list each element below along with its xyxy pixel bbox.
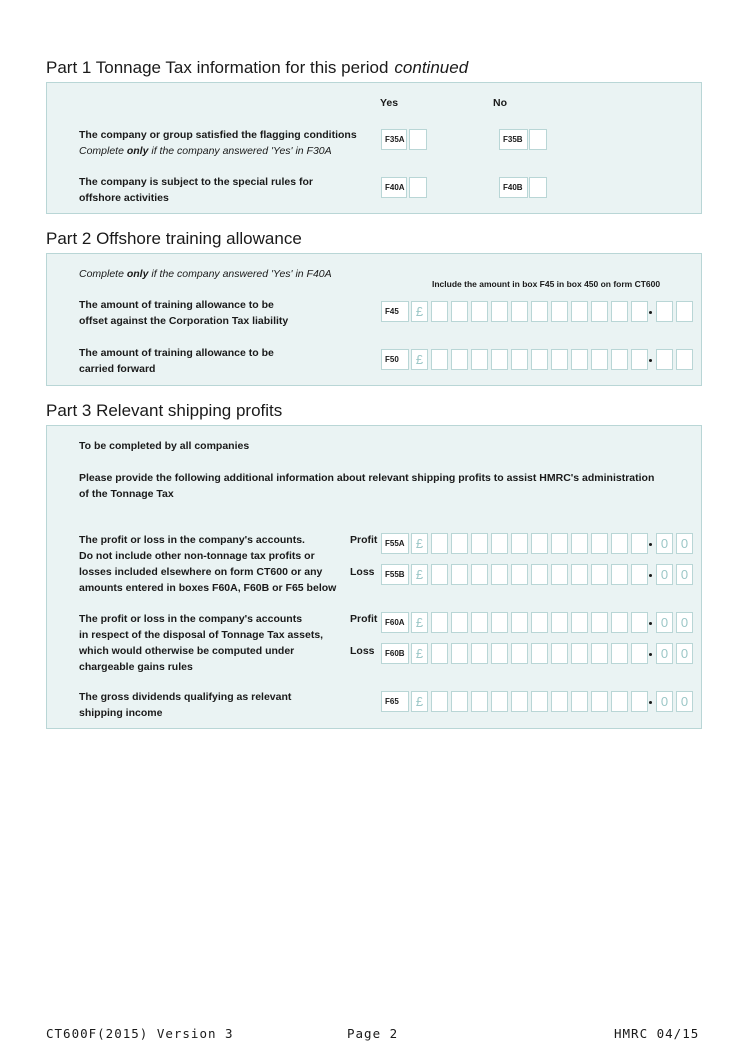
digit-cell[interactable] — [571, 564, 588, 585]
f60a-amount-field[interactable] — [411, 612, 651, 633]
offshore-label-line1: The company is subject to the special rules for — [79, 176, 313, 188]
f55-label-line4: amounts entered in boxes F60A, F60B or F65 below — [79, 582, 337, 594]
f60a-profit-label: Profit — [350, 613, 378, 625]
pence-cell[interactable] — [656, 349, 673, 370]
pence-cell[interactable] — [676, 349, 693, 370]
digit-cell[interactable] — [591, 612, 608, 633]
digit-cell[interactable] — [531, 612, 548, 633]
pound-sign: £ — [415, 646, 424, 661]
flagging-note-pre: Complete — [79, 145, 127, 157]
digit-cell[interactable] — [451, 533, 468, 554]
f35b-checkbox[interactable] — [529, 129, 547, 150]
digit-cell[interactable] — [631, 691, 648, 712]
digit-cell[interactable] — [631, 533, 648, 554]
digit-cell[interactable] — [451, 564, 468, 585]
f60-label-line1: The profit or loss in the company's accounts — [79, 613, 303, 625]
digit-cell[interactable] — [431, 643, 448, 664]
f55a-pence-field — [656, 533, 696, 554]
flagging-label: The company or group satisfied the flagging conditions — [79, 129, 357, 141]
currency-cell — [411, 533, 428, 554]
box-f65-label: F65 — [381, 691, 409, 712]
f35a-checkbox[interactable] — [409, 129, 427, 150]
box-f40a-label: F40A — [381, 177, 407, 198]
digit-cell[interactable] — [431, 349, 448, 370]
digit-cell[interactable] — [471, 612, 488, 633]
part2-note-only: only — [126, 268, 149, 280]
digit-cell[interactable] — [531, 533, 548, 554]
f65-pence-field — [656, 691, 696, 712]
f60a-pence-field — [656, 612, 696, 633]
digit-cell[interactable] — [531, 564, 548, 585]
digit-cell[interactable] — [611, 349, 628, 370]
digit-cell[interactable] — [471, 691, 488, 712]
pence-cell[interactable] — [656, 301, 673, 322]
digit-cell[interactable] — [591, 533, 608, 554]
digit-cell[interactable] — [471, 301, 488, 322]
digit-cell[interactable] — [611, 691, 628, 712]
no-header: No — [493, 97, 507, 109]
digit-cell[interactable] — [571, 691, 588, 712]
part1-title-continued: continued — [394, 58, 469, 77]
box-f60b-label: F60B — [381, 643, 409, 664]
digit-cell[interactable] — [551, 691, 568, 712]
part1-panel — [46, 82, 702, 214]
pence-cell: 0 — [676, 533, 693, 554]
digit-cell[interactable] — [511, 301, 528, 322]
pound-sign: £ — [415, 304, 424, 319]
box-f55b-label: F55B — [381, 564, 409, 585]
currency-cell — [411, 691, 428, 712]
digit-cell[interactable] — [431, 301, 448, 322]
part3-info-line1: Please provide the following additional information about relevant shipping profits to assist HMRC's administration — [79, 472, 655, 484]
f55b-amount-field[interactable] — [411, 564, 651, 585]
f55b-pence-field — [656, 564, 696, 585]
f65-amount-field[interactable] — [411, 691, 651, 712]
pound-sign: £ — [415, 567, 424, 582]
decimal-point — [649, 574, 652, 577]
pound-sign: £ — [415, 694, 424, 709]
currency-cell — [411, 349, 428, 370]
f50-pence-field[interactable] — [656, 349, 696, 370]
pound-sign: £ — [415, 615, 424, 630]
decimal-point — [649, 359, 652, 362]
digit-cell[interactable] — [551, 612, 568, 633]
part2-panel — [46, 253, 702, 386]
pence-cell: 0 — [656, 533, 673, 554]
currency-cell — [411, 612, 428, 633]
f50-label-line1: The amount of training allowance to be — [79, 347, 274, 359]
digit-cell[interactable] — [511, 533, 528, 554]
flagging-note-post: if the company answered 'Yes' in F30A — [148, 145, 332, 157]
digit-cell[interactable] — [471, 564, 488, 585]
digit-cell[interactable] — [591, 349, 608, 370]
currency-cell — [411, 643, 428, 664]
pence-cell: 0 — [676, 643, 693, 664]
digit-cell[interactable] — [511, 643, 528, 664]
digit-cell[interactable] — [551, 301, 568, 322]
pence-cell: 0 — [676, 564, 693, 585]
digit-cell[interactable] — [571, 643, 588, 664]
pence-cell: 0 — [676, 691, 693, 712]
digit-cell[interactable] — [551, 533, 568, 554]
digit-cell[interactable] — [631, 349, 648, 370]
f40a-checkbox[interactable] — [409, 177, 427, 198]
f60b-loss-label: Loss — [350, 645, 375, 657]
digit-cell[interactable] — [571, 349, 588, 370]
part1-title — [46, 58, 468, 78]
decimal-point — [649, 622, 652, 625]
f45-label-line2: offset against the Corporation Tax liability — [79, 315, 289, 327]
digit-cell[interactable] — [631, 643, 648, 664]
include-note: Include the amount in box F45 in box 450 on form CT600 — [432, 279, 661, 289]
digit-cell[interactable] — [611, 612, 628, 633]
f50-amount-field[interactable] — [411, 349, 651, 370]
digit-cell[interactable] — [571, 301, 588, 322]
digit-cell[interactable] — [631, 612, 648, 633]
digit-cell[interactable] — [471, 349, 488, 370]
f55-label-line3: losses included elsewhere on form CT600 or any — [79, 566, 323, 578]
f55-label-line1: The profit or loss in the company's accounts. — [79, 534, 305, 546]
digit-cell[interactable] — [491, 643, 508, 664]
digit-cell[interactable] — [451, 612, 468, 633]
digit-cell[interactable] — [551, 643, 568, 664]
box-f50-label: F50 — [381, 349, 409, 370]
f45-pence-field[interactable] — [656, 301, 696, 322]
part3-title: Part 3 Relevant shipping profits — [46, 401, 283, 420]
part3-intro: To be completed by all companies — [79, 440, 250, 452]
digit-cell[interactable] — [611, 301, 628, 322]
digit-cell[interactable] — [431, 612, 448, 633]
decimal-point — [649, 701, 652, 704]
digit-cell[interactable] — [451, 691, 468, 712]
yes-header: Yes — [380, 97, 399, 109]
box-f45-label: F45 — [381, 301, 409, 322]
part2-note-pre: Complete — [79, 268, 127, 280]
digit-cell[interactable] — [551, 564, 568, 585]
pence-cell[interactable] — [676, 301, 693, 322]
f60-label-line4: chargeable gains rules — [79, 661, 193, 673]
currency-cell — [411, 564, 428, 585]
f60-label-line3: which would otherwise be computed under — [79, 645, 295, 657]
box-f35a-label: F35A — [381, 129, 407, 150]
part3-panel — [46, 425, 702, 729]
digit-cell[interactable] — [491, 691, 508, 712]
footer-page-number: Page 2 — [347, 1026, 399, 1041]
f50-label-line2: carried forward — [79, 363, 156, 375]
part2-note-post: if the company answered 'Yes' in F40A — [148, 268, 332, 280]
box-f40b-label: F40B — [499, 177, 528, 198]
f65-label-line1: The gross dividends qualifying as relevant — [79, 691, 292, 703]
digit-cell[interactable] — [491, 612, 508, 633]
f45-label-line1: The amount of training allowance to be — [79, 299, 274, 311]
pence-cell: 0 — [676, 612, 693, 633]
box-f60a-label: F60A — [381, 612, 409, 633]
pound-sign: £ — [415, 352, 424, 367]
f60-label-line2: in respect of the disposal of Tonnage Tax assets, — [79, 629, 324, 641]
digit-cell[interactable] — [491, 564, 508, 585]
digit-cell[interactable] — [451, 643, 468, 664]
digit-cell[interactable] — [531, 301, 548, 322]
digit-cell[interactable] — [611, 643, 628, 664]
digit-cell[interactable] — [611, 533, 628, 554]
digit-cell[interactable] — [491, 301, 508, 322]
digit-cell[interactable] — [531, 691, 548, 712]
f60b-amount-field[interactable] — [411, 643, 651, 664]
part2-note — [79, 266, 332, 282]
f55b-loss-label: Loss — [350, 566, 375, 578]
digit-cell[interactable] — [531, 349, 548, 370]
digit-cell[interactable] — [591, 564, 608, 585]
part3-info-line2: of the Tonnage Tax — [79, 488, 174, 500]
digit-cell[interactable] — [431, 533, 448, 554]
f55-label-line2: Do not include other non-tonnage tax profits or — [79, 550, 315, 562]
f65-label-line2: shipping income — [79, 707, 163, 719]
digit-cell[interactable] — [571, 612, 588, 633]
f60b-pence-field — [656, 643, 696, 664]
digit-cell[interactable] — [491, 349, 508, 370]
part1-title-text: Part 1 Tonnage Tax information for this period — [46, 58, 389, 77]
footer-form-version: CT600F(2015) Version 3 — [46, 1026, 234, 1041]
f40b-checkbox[interactable] — [529, 177, 547, 198]
digit-cell[interactable] — [611, 564, 628, 585]
digit-cell[interactable] — [471, 643, 488, 664]
digit-cell[interactable] — [491, 533, 508, 554]
f55a-amount-field[interactable] — [411, 533, 651, 554]
digit-cell[interactable] — [571, 533, 588, 554]
digit-cell[interactable] — [511, 349, 528, 370]
flagging-note-only: only — [126, 145, 149, 157]
pence-cell: 0 — [656, 564, 673, 585]
footer-hmrc-ref: HMRC 04/15 — [614, 1026, 700, 1041]
digit-cell[interactable] — [531, 643, 548, 664]
digit-cell[interactable] — [591, 643, 608, 664]
box-f55a-label: F55A — [381, 533, 409, 554]
pence-cell: 0 — [656, 691, 673, 712]
digit-cell[interactable] — [511, 612, 528, 633]
digit-cell[interactable] — [631, 564, 648, 585]
digit-cell[interactable] — [551, 349, 568, 370]
digit-cell[interactable] — [451, 349, 468, 370]
digit-cell[interactable] — [591, 691, 608, 712]
digit-cell[interactable] — [431, 564, 448, 585]
flagging-note — [79, 143, 332, 159]
box-f35b-label: F35B — [499, 129, 528, 150]
pence-cell: 0 — [656, 643, 673, 664]
offshore-label-line2: offshore activities — [79, 192, 169, 204]
digit-cell[interactable] — [511, 564, 528, 585]
decimal-point — [649, 311, 652, 314]
pound-sign: £ — [415, 536, 424, 551]
f55a-profit-label: Profit — [350, 534, 378, 546]
currency-cell — [411, 301, 428, 322]
f45-amount-field[interactable] — [411, 301, 651, 322]
digit-cell[interactable] — [471, 533, 488, 554]
digit-cell[interactable] — [591, 301, 608, 322]
digit-cell[interactable] — [631, 301, 648, 322]
decimal-point — [649, 653, 652, 656]
part2-title: Part 2 Offshore training allowance — [46, 229, 302, 248]
digit-cell[interactable] — [451, 301, 468, 322]
digit-cell[interactable] — [511, 691, 528, 712]
decimal-point — [649, 543, 652, 546]
pence-cell: 0 — [656, 612, 673, 633]
digit-cell[interactable] — [431, 691, 448, 712]
